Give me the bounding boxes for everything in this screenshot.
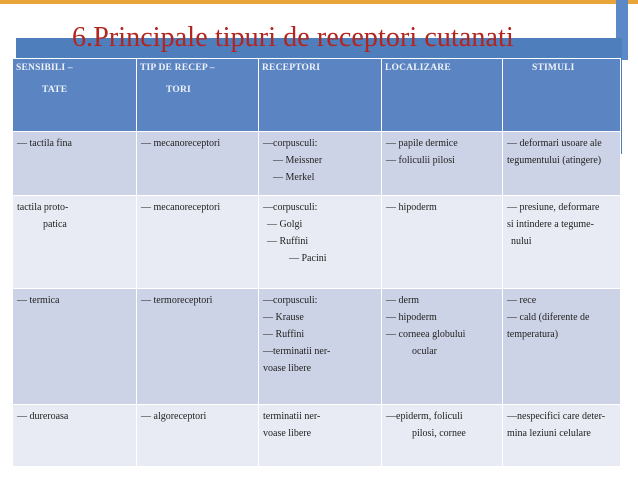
cell-tip: — algoreceptori <box>137 405 259 467</box>
table-header-row <box>13 59 621 132</box>
cell-receptori: —corpusculi: — Krause — Ruffini —terminatii ner- voase libere <box>259 289 382 405</box>
cell-localizare: —epiderm, foliculi pilosi, cornee <box>382 405 503 467</box>
cell-tip: — mecanoreceptori <box>137 132 259 196</box>
slide-title: 6.Principale tipuri de receptori cutanati <box>72 22 514 53</box>
cell-tip: — termoreceptori <box>137 289 259 405</box>
cell-sensibilitate: tactila proto- patica <box>13 196 137 289</box>
header-tip-receptori: TIP DE RECEP – TORI <box>137 59 259 132</box>
cell-sensibilitate: — tactila fina <box>13 132 137 196</box>
cell-sensibilitate: — termica <box>13 289 137 405</box>
table-row <box>13 289 621 405</box>
cell-receptori: —corpusculi: — Golgi — Ruffini — Pacini <box>259 196 382 289</box>
table-row <box>13 132 621 196</box>
header-sensibilitate: SENSIBILI – TATE <box>13 59 137 132</box>
header-localizare: LOCALIZARE <box>382 59 503 132</box>
receptors-table <box>12 58 621 467</box>
header-receptori: RECEPTORI <box>259 59 382 132</box>
header-stimuli: STIMULI <box>503 59 621 132</box>
cell-localizare: — hipoderm <box>382 196 503 289</box>
cell-receptori: —corpusculi: — Meissner — Merkel <box>259 132 382 196</box>
cell-sensibilitate: — dureroasa <box>13 405 137 467</box>
cell-localizare: — derm — hipoderm — corneea globului ocular <box>382 289 503 405</box>
cell-stimuli: — deformari usoare ale tegumentului (atingere) <box>503 132 621 196</box>
cell-receptori: terminatii ner- voase libere <box>259 405 382 467</box>
cell-stimuli: — presiune, deformare si intindere a tegume- nului <box>503 196 621 289</box>
cell-tip: — mecanoreceptori <box>137 196 259 289</box>
top-accent-bar <box>0 0 638 4</box>
table-row <box>13 405 621 467</box>
table-row <box>13 196 621 289</box>
cell-stimuli: —nespecifici care deter- mina leziuni celulare <box>503 405 621 467</box>
cell-localizare: — papile dermice — foliculii pilosi <box>382 132 503 196</box>
cell-stimuli: — rece — cald (diferente de temperatura) <box>503 289 621 405</box>
